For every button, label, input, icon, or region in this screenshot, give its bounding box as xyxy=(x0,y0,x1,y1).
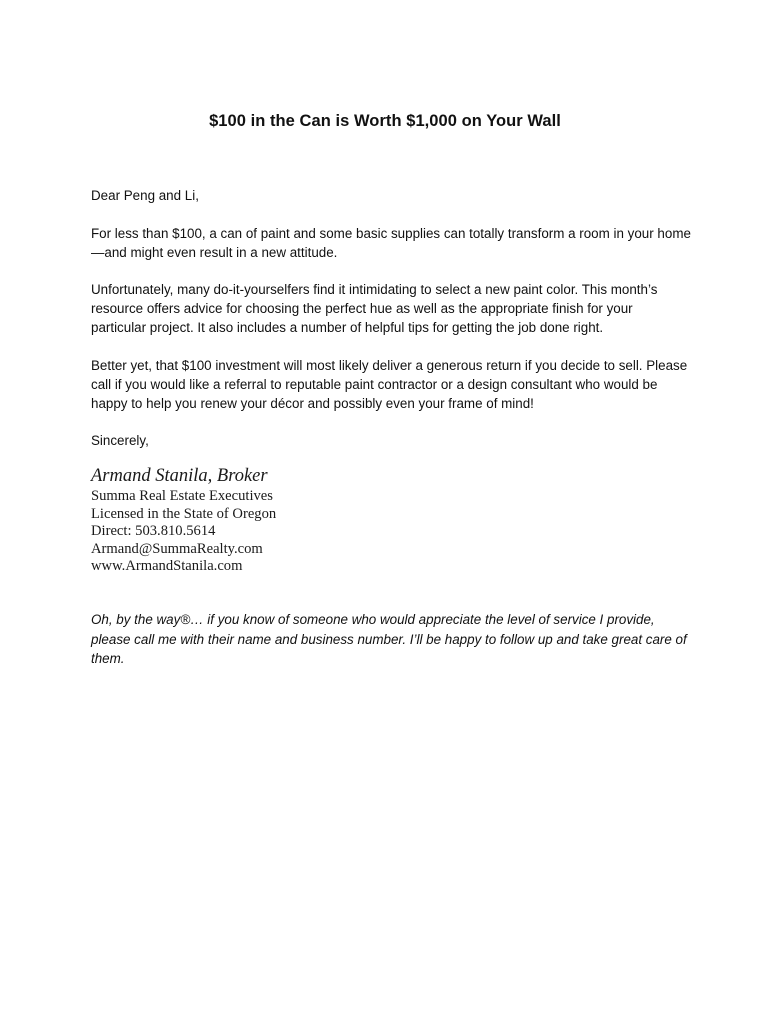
paragraph-3: Better yet, that $100 investment will most likely deliver a generous return if you decide to sell. Please call if you would like a referral to reputable paint contractor or a design consultant who would be happy to help you renew your décor and possibly even your frame of mind! xyxy=(91,358,688,411)
signature-company: Summa Real Estate Executives xyxy=(91,488,273,504)
signature-name: Armand Stanila, Broker xyxy=(91,466,268,486)
signature-phone: Direct: 503.810.5614 xyxy=(91,523,216,539)
postscript: Oh, by the way®… if you know of someone who would appreciate the level of service I provide, please call me with their name and business number. I’ll be happy to follow up and take great care of them. xyxy=(91,612,687,666)
salutation: Dear Peng and Li, xyxy=(91,188,199,203)
signature-email: Armand@SummaRealty.com xyxy=(91,540,263,557)
closing: Sincerely, xyxy=(91,433,149,448)
signature-website: www.ArmandStanila.com xyxy=(91,558,243,574)
paragraph-1: For less than $100, a can of paint and some basic supplies can totally transform a room in your home—and might even result in a new attitude. xyxy=(91,226,691,260)
signature-license: Licensed in the State of Oregon xyxy=(91,505,277,522)
paragraph-2: Unfortunately, many do-it-yourselfers find it intimidating to select a new paint color. This month’s resource offers advice for choosing the perfect hue as well as the appropriate finish for your particular project. It also includes a number of helpful tips for getting the job done right. xyxy=(91,282,658,335)
letter-title: $100 in the Can is Worth $1,000 on Your Wall xyxy=(209,112,561,130)
signature-block xyxy=(91,488,276,576)
